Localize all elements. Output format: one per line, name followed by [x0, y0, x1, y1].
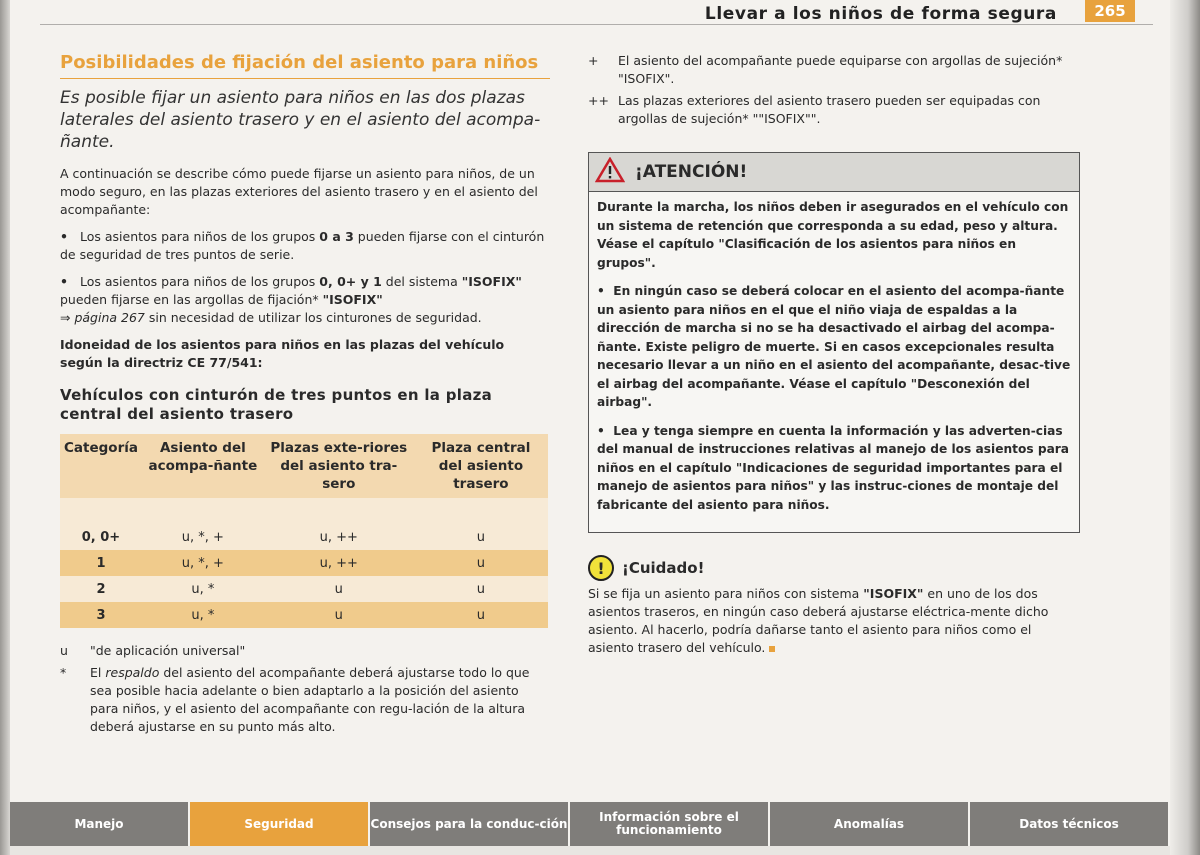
warning-paragraph: • En ningún caso se deberá colocar en el asiento del acompa-ñante un asiento para niños en el que el niño viaja de espaldas a la dirección de marcha si no se ha desactivado el airbag del acompa-ñante. Existe peligro de muerte. Si en casos excepcionales resulta necesario llevar a un niño en el asiento del acompañante, desac-tive el airbag del acompañante. Véase el capítulo "Desconexión del airbag". [597, 284, 1071, 409]
table-row: 0, 0+ u, *, + u, ++ u [60, 524, 548, 550]
bottom-strip [10, 846, 1170, 855]
bullet-dot-icon: • [60, 229, 68, 244]
intro-paragraph: A continuación se describe cómo puede fijarse un asiento para niños, de un modo seguro, en las plazas exteriores del asiento trasero y en el asiento del acompañante: [60, 166, 538, 217]
tab-seguridad[interactable]: Seguridad [190, 802, 370, 846]
bullet-dot-icon: • [597, 284, 614, 298]
footnote-backrest: * El respaldo del asiento del acompañante deberá ajustarse todo lo que sea posible hacia adelante o bien adaptarlo a la posición del asiento para niños, y el asiento del acompañante con regu-lación de la altura deberá ajustarse en su punto más alto. [60, 665, 530, 734]
section-title: Posibilidades de fijación del asiento para niños [60, 52, 539, 73]
right-column [588, 52, 1080, 666]
intro-text: Es posible fijar un asiento para niños en las dos plazas laterales del asiento trasero y en el asiento del acompa-ñante. [60, 88, 541, 152]
table-header: Asiento del acompa-ñante [142, 434, 264, 498]
table-row: 2 u, * u u [60, 576, 548, 602]
caution-title: ¡Cuidado! [622, 559, 705, 577]
page-number: 265 [1085, 0, 1135, 22]
section-rule [60, 78, 550, 79]
page-spine-right [1170, 0, 1200, 855]
seat-category-table [60, 434, 548, 628]
tab-datos-tecnicos[interactable]: Datos técnicos [970, 802, 1170, 846]
warning-triangle-icon [595, 157, 625, 187]
directive-paragraph: Idoneidad de los asientos para niños en las plazas del vehículo según la directriz CE 77/541: [60, 337, 505, 370]
caution-note [588, 555, 1080, 657]
tab-anomalias[interactable]: Anomalías [770, 802, 970, 846]
warning-paragraph: Durante la marcha, los niños deben ir asegurados en el vehículo con un sistema de retención que corresponda a su edad, peso y altura. Véase el capítulo "Clasificación de los asientos para niños en grupos". [597, 200, 1069, 270]
end-square-icon [769, 646, 775, 652]
warning-header [589, 153, 1079, 192]
page-header [10, 0, 1175, 26]
table-header: Plaza central del asiento trasero [414, 434, 548, 498]
tab-consejos-conduccion[interactable]: Consejos para la conduc-ción [370, 802, 570, 846]
bullet-item: • Los asientos para niños de los grupos 0 a 3 pueden fijarse con el cinturón de seguridad de tres puntos de serie. [60, 229, 545, 262]
left-column [60, 52, 550, 740]
table-row: 1 u, *, + u, ++ u [60, 550, 548, 576]
warning-paragraph: • Lea y tenga siempre en cuenta la información y las adverten-cias del manual de instrucciones relativas al manejo de los asientos para niños en el capítulo "Indicaciones de seguridad importantes para el manejo de asientos para niños" y las instruc-ciones de montaje del fabricante del asiento para niños. [597, 423, 1070, 512]
tab-informacion-funcionamiento[interactable]: Información sobre el funcionamiento [570, 802, 770, 846]
table-header: Categoría [60, 434, 142, 498]
exclamation-circle-icon: ! [588, 555, 614, 581]
chapter-tab-bar [10, 802, 1170, 846]
header-title: Llevar a los niños de forma segura [704, 4, 1057, 24]
note-rear-isofix: ++ Las plazas exteriores del asiento trasero pueden ser equipadas con argollas de sujeción* ""ISOFIX"". [588, 93, 1041, 126]
warning-title: ¡ATENCIÓN! [635, 162, 748, 182]
footnote-universal: u "de aplicación universal" [60, 643, 246, 658]
note-passenger-isofix: + El asiento del acompañante puede equiparse con argollas de sujeción* "ISOFIX". [588, 53, 1063, 86]
bullet-dot-icon: • [597, 423, 614, 438]
table-header: Plazas exte-riores del asiento tra-sero [264, 434, 414, 498]
tab-manejo[interactable]: Manejo [10, 802, 190, 846]
bullet-item: • Los asientos para niños de los grupos 0, 0+ y 1 del sistema "ISOFIX" pueden fijarse en las argollas de fijación* "ISOFIX" ⇒ página 267 sin necesidad de utilizar los cinturones de seguridad. [60, 274, 522, 325]
header-rule [40, 24, 1153, 25]
page-reference-link[interactable]: ⇒ página 267 [60, 310, 145, 325]
table-subheading: Vehículos con cinturón de tres puntos en la plaza central del asiento trasero [60, 386, 493, 423]
caution-text: Si se fija un asiento para niños con sistema "ISOFIX" en uno de los dos asientos traseros, en ningún caso deberá ajustarse eléctrica-mente dicho asiento. Al hacerlo, podría dañarse tanto el asiento para niños como el asiento trasero del vehículo. [588, 586, 1049, 655]
table-row: 3 u, * u u [60, 602, 548, 628]
warning-box [588, 152, 1080, 533]
page-spine-left [0, 0, 10, 855]
bullet-dot-icon: • [60, 274, 68, 289]
